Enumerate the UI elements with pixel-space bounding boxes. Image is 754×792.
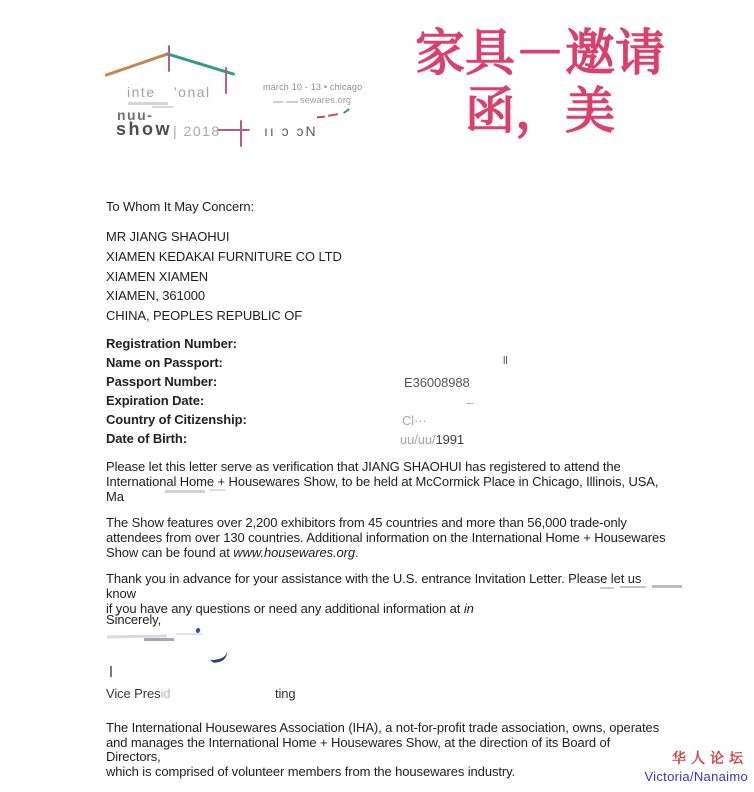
signer-title-faded: id xyxy=(160,686,171,701)
signature-remnant-tick xyxy=(110,666,112,677)
logo-international-left-text: inte xyxy=(127,84,156,100)
paragraph-line: Thank you in advance for your assistance with the U.S. entrance Invitation Letter. Please let us know xyxy=(106,571,642,601)
erased-smudge xyxy=(152,106,174,108)
paragraph-line: The International Housewares Association (IHA), a not-for-profit trade association, owns, operates xyxy=(106,720,660,735)
paragraph-verification xyxy=(106,459,658,504)
logo-international-right-text: 'onal xyxy=(174,84,211,100)
erased-smudge xyxy=(165,490,205,493)
logo-date-city-text: march 10 - 13 • chicago xyxy=(263,82,363,92)
field-registration-number xyxy=(106,336,666,355)
recipient-postal: XIAMEN, 361000 xyxy=(106,288,206,304)
erased-red-mark xyxy=(328,113,338,117)
recipient-name: MR JIANG SHAOHUI xyxy=(106,229,230,244)
recipient-country: CHINA, PEOPLES REPUBLIC OF xyxy=(106,308,303,324)
logo-roof-left-line xyxy=(105,52,169,77)
paragraph-line xyxy=(106,545,665,560)
erased-smudge xyxy=(620,586,646,588)
paragraph-line: The Show features over 2,200 exhibitors from 45 countries and more than 56,000 trade-only xyxy=(106,515,627,530)
logo-pink-cross-line xyxy=(217,129,250,131)
logo-show-text: show xyxy=(116,119,173,139)
paragraph-line: attendees from over 130 countries. Additional information on the International Home + Housewares xyxy=(106,530,666,545)
field-name-on-passport xyxy=(106,355,666,374)
logo-erased-remnant-text: ıı ɔ ɔN xyxy=(264,123,318,139)
logo-pink-bottom-line xyxy=(240,120,242,147)
signer-title-start: Vice Pres xyxy=(106,686,161,701)
chinese-title-line1: 家具－邀请 xyxy=(415,24,665,82)
erased-smudge xyxy=(273,101,283,103)
salutation: To Whom It May Concern: xyxy=(106,199,254,214)
watermark-chinese-text: 华人论坛 xyxy=(672,751,748,767)
paragraph-line: which is comprised of volunteer members from the housewares industry. xyxy=(106,763,516,779)
field-date-of-birth xyxy=(106,431,666,450)
field-label: Country of Citizenship: xyxy=(106,412,247,428)
registration-fields xyxy=(106,336,666,451)
erased-red-mark xyxy=(317,116,325,119)
paragraph-line: International Home + Housewares Show, to be held at McCormick Place in Chicago, Illinois, USA, xyxy=(106,474,659,489)
erased-signature-smudge xyxy=(176,633,202,635)
line-text: . xyxy=(355,545,359,560)
field-value-remnant: Cl··· xyxy=(402,413,427,429)
chinese-annotation-title xyxy=(406,24,674,140)
field-label: Name on Passport: xyxy=(106,355,223,371)
paragraph-iha-footer xyxy=(106,721,666,779)
field-country-of-citizenship xyxy=(106,412,666,431)
field-value-remnant: ll xyxy=(503,355,508,368)
signer-title-end: ting xyxy=(275,686,296,701)
email-remnant-text: in xyxy=(463,601,474,616)
logo-year-text: | 2018 xyxy=(173,123,221,139)
field-label: Passport Number: xyxy=(106,374,218,390)
field-label: Registration Number: xyxy=(106,336,237,351)
logo-url-remnant-text: sewares.org xyxy=(300,95,352,105)
logo-pink-apex-line xyxy=(168,45,170,72)
logo-home-remnant-text: nuu- xyxy=(117,107,154,123)
erased-smudge xyxy=(128,102,168,105)
paragraph-thanks xyxy=(106,571,666,616)
paragraph-line: Ma xyxy=(106,489,124,504)
paragraph-line xyxy=(106,601,666,616)
signature-ink-stroke xyxy=(209,650,229,664)
erased-smudge xyxy=(286,101,298,103)
field-value: E36008988 xyxy=(404,375,470,391)
erased-smudge xyxy=(600,587,614,589)
forum-watermark xyxy=(644,748,748,784)
field-value xyxy=(400,432,464,447)
paragraph-line: and manages the International Home + Housewares Show, at the direction of its Board of Directors, xyxy=(106,734,611,765)
field-expiration-date xyxy=(106,393,666,412)
field-value-remnant: – xyxy=(466,395,474,411)
signer-title-line xyxy=(106,686,296,701)
closing: Sincerely, xyxy=(106,612,162,627)
erased-smudge xyxy=(209,489,225,491)
paragraph-line: Please let this letter serve as verification that JIANG SHAOHUI has registered to attend the xyxy=(106,459,621,474)
field-value-remnant: uu/uu/ xyxy=(400,432,436,448)
field-label: Expiration Date: xyxy=(106,393,205,409)
housewares-url-text: www.housewares.org xyxy=(233,545,356,560)
paragraph-show-facts xyxy=(106,515,665,560)
line-text: Show can be found at xyxy=(106,545,234,560)
logo-pink-right-line xyxy=(225,67,227,94)
erased-green-mark xyxy=(343,108,350,114)
watermark-english-text: Victoria/Nanaimo xyxy=(644,769,748,784)
erased-signature-smudge xyxy=(144,638,174,641)
field-passport-number xyxy=(106,374,666,393)
line-text: if you have any questions or need any additional information at xyxy=(106,601,464,616)
field-value-year: 1991 xyxy=(435,432,465,448)
recipient-city: XIAMEN XIAMEN xyxy=(106,268,208,284)
erased-smudge xyxy=(652,585,682,588)
recipient-address-block xyxy=(106,227,342,326)
field-label: Date of Birth: xyxy=(106,431,187,447)
recipient-company: XIAMEN KEDAKAI FURNITURE CO LTD xyxy=(106,248,342,264)
chinese-title-line2: 函，美 xyxy=(465,82,615,140)
